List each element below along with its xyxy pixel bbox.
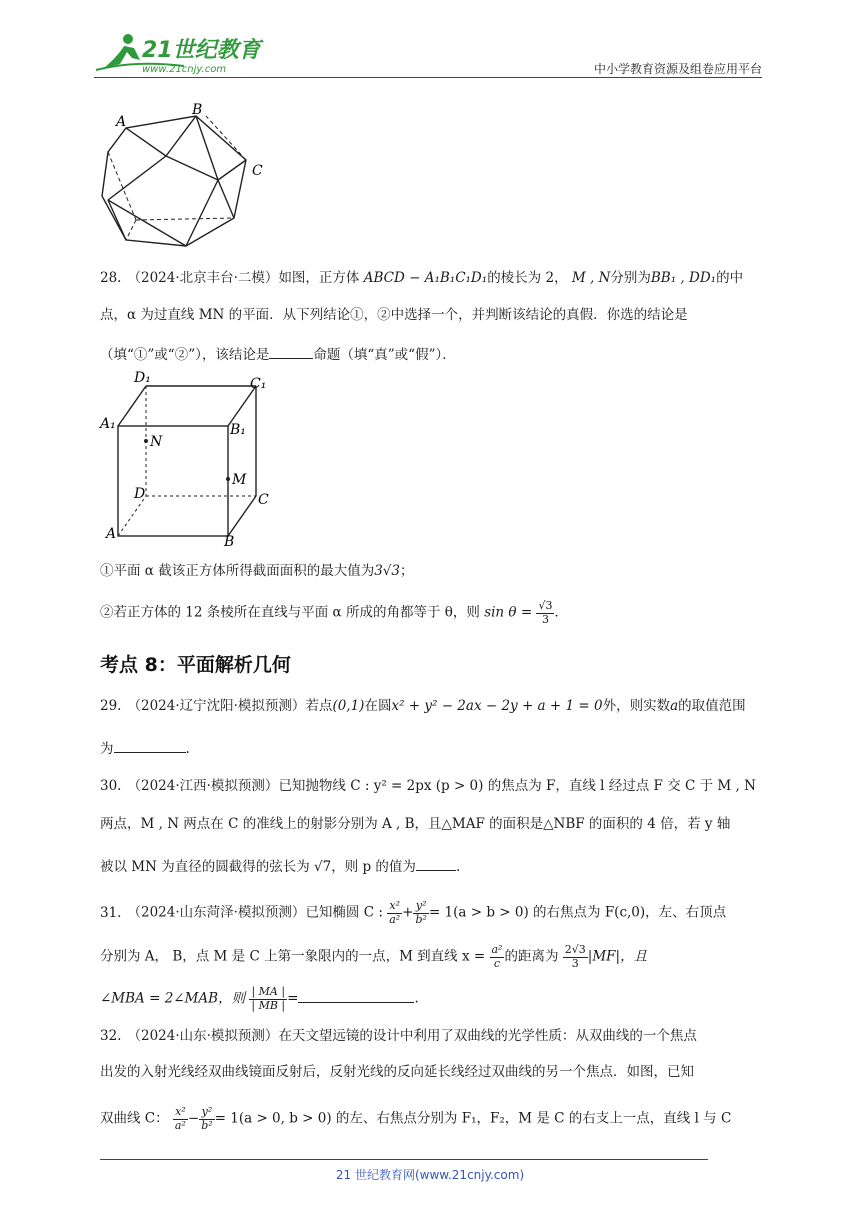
label-c1: C₁ <box>250 376 267 392</box>
label-b: B <box>224 534 235 550</box>
answer-blank[interactable] <box>298 990 414 1003</box>
logo-text: 21世纪教育 <box>142 38 261 63</box>
label-c: C <box>258 492 269 508</box>
label-c: C <box>252 163 263 179</box>
header-platform-name: 中小学教育资源及组卷应用平台 <box>593 62 762 76</box>
label-a: A <box>116 114 127 130</box>
label-b: B <box>192 102 203 118</box>
answer-blank[interactable] <box>114 740 186 753</box>
answer-blank[interactable] <box>416 858 456 871</box>
logo-runner-head-icon <box>123 34 133 44</box>
label-b1: B₁ <box>230 422 246 438</box>
label-d: D <box>134 486 146 502</box>
question-number: 29. <box>100 698 122 714</box>
question-number: 30. <box>100 778 122 794</box>
answer-blank[interactable] <box>269 346 313 359</box>
label-n: N <box>150 434 163 450</box>
footer-divider <box>100 1159 708 1160</box>
header-divider <box>94 77 762 78</box>
label-a1: A₁ <box>100 416 116 432</box>
question-source: （2024·北京丰台·二模） <box>127 270 279 286</box>
section-title: 考点 8：平面解析几何 <box>100 654 291 676</box>
logo <box>94 30 264 76</box>
cube-figure <box>96 366 280 550</box>
question-number: 31. <box>100 904 122 921</box>
polyhedron-figure <box>96 100 276 252</box>
logo-url: www.21cnjy.com <box>142 64 227 75</box>
label-m: M <box>232 472 247 488</box>
question-number: 32. <box>100 1028 122 1044</box>
label-a: A <box>106 526 117 542</box>
footer-text[interactable]: 21 世纪教育网(www.21cnjy.com) <box>335 1168 525 1182</box>
question-number: 28. <box>100 270 122 286</box>
page-header <box>94 30 762 80</box>
label-d1: D₁ <box>134 370 151 386</box>
